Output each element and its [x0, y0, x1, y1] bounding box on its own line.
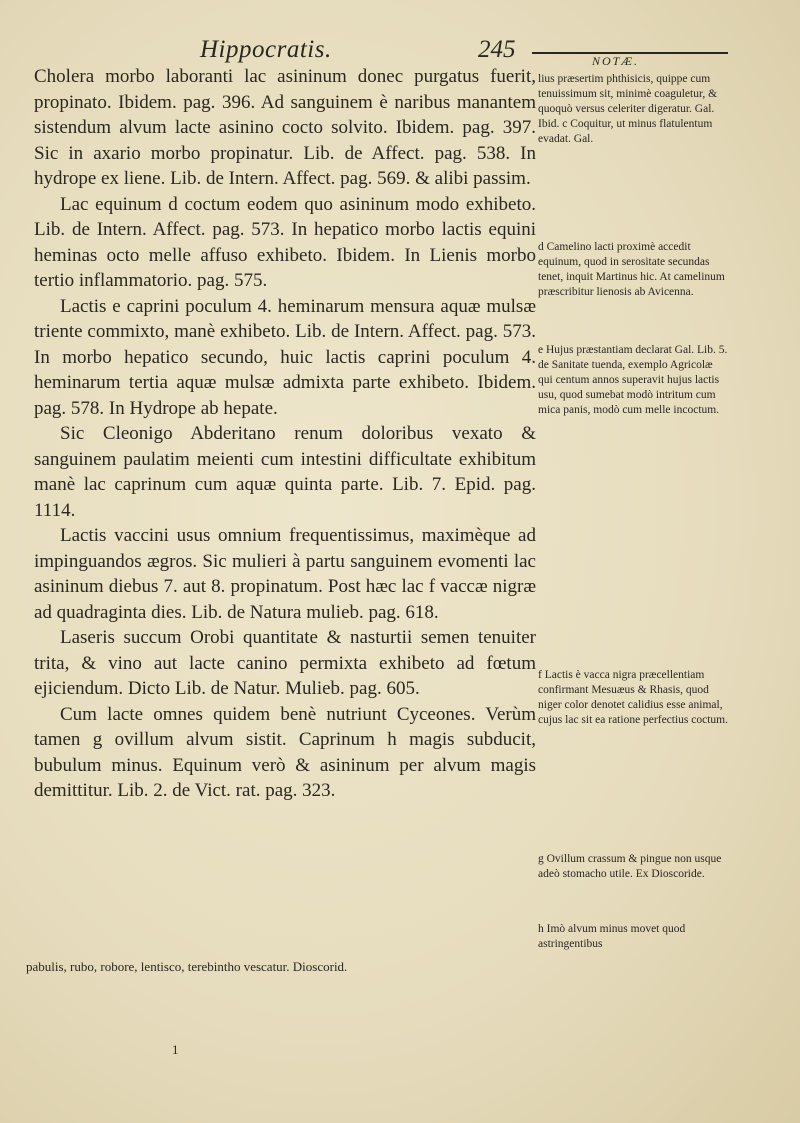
notes-heading: NOTÆ.	[592, 54, 640, 68]
footnote-line: pabulis, rubo, robore, lentisco, terebintho vescatur. Dioscorid.	[26, 959, 348, 974]
margin-note-h: h Imò alvum minus movet quod astringentibus	[538, 923, 686, 950]
margin-note-e: e Hujus præstantiam declarat Gal. Lib. 5. de Sanitate tuenda, exemplo Agricolæ qui centum annos superavit hujus lactis usu, quod sumebat modò intritum cum mica panis, modò cum melle incoctum.	[538, 344, 728, 416]
running-title: Hippocratis.	[200, 36, 332, 63]
paragraph-cleonigo: Sic Cleonigo Abderitano renum doloribus vexato & sanguinem paulatim meienti cum intestini difficultate exhibitum manè lac caprinum cum aquæ quinta parte. Lib. 7. Epid. pag. 1114.	[34, 423, 536, 521]
paragraph-laseris: Laseris succum Orobi quantitate & nasturtii semen tenuiter trita, & vino aut lacte canino permixta exhibeto ad fœtum ejiciendum. Dicto Lib. de Natur. Mulieb. pag. 605.	[34, 627, 536, 699]
folio-mark: 1	[172, 1042, 179, 1057]
main-text-column	[34, 64, 536, 804]
margin-note-c: lius præsertim phthisicis, quippe cum tenuissimum sit, minimè coaguletur, & quoquò versus celeriter digeratur. Gal. Ibid. c Coquitur, ut minus flatulentum evadat. Gal.	[538, 73, 718, 145]
page-number: 245	[478, 36, 516, 63]
paragraph-lac-equinum: Lac equinum d coctum eodem quo asininum modo exhibeto. Lib. de Intern. Affect. pag. 573. In hepatico morbo lactis equini heminas octo melle affuso exhibeto. Ibidem. In Lienis morbo tertio inflammatorio. pag. 575.	[34, 193, 536, 291]
paragraph-cyceones: Cum lacte omnes quidem benè nutriunt Cyceones. Verùm tamen g ovillum alvum sistit. Caprinum h magis subducit, bubulum minus. Equinum verò & asininum per alvum magis demittitur. Lib. 2. de Vict. rat. pag. 323.	[34, 703, 536, 801]
paragraph-cholera: Cholera morbo laboranti lac asininum donec purgatus fuerit, propinato. Ibidem. pag. 396. Ad sanguinem è naribus manantem sistendum alvum lacte asinino cocto solvito. Ibidem. pag. 397. Sic in axario morbo propinatur. Lib. de Affect. pag. 538. In hydrope ex liene. Lib. de Intern. Affect. pag. 569. & alibi passim.	[34, 66, 536, 189]
margin-note-d: d Camelino lacti proximè accedit equinum, quod in serositate secundas tenet, inquit Martinus hic. At camelinum præscribitur lienosis ab Avicenna.	[538, 241, 725, 298]
margin-note-f: f Lactis è vacca nigra præcellentiam confirmant Mesuæus & Rhasis, quod niger color denotet calidius esse animal, cujus lac sit ea ratione perfectius coctum.	[538, 669, 728, 726]
margin-note-g: g Ovillum crassum & pingue non usque adeò stomacho utile. Ex Dioscoride.	[538, 853, 722, 880]
paragraph-lactis-caprini: Lactis e caprini poculum 4. heminarum mensura aquæ mulsæ triente commixto, manè exhibeto. Lib. de Intern. Affect. pag. 573. In morbo hepatico secundo, huic lactis caprini poculum 4. heminarum tertia aquæ mulsæ admixta parte exhibeto. Ibidem. pag. 578. In Hydrope ab hepate.	[34, 295, 536, 419]
paragraph-lactis-vaccini: Lactis vaccini usus omnium frequentissimus, maximèque ad impinguandos ægros. Sic mulieri à partu sanguinem evomenti lac asininum diebus 7. aut 8. propinatum. Post hæc lac f vaccæ nigræ ad quadraginta dies. Lib. de Natura mulieb. pag. 618.	[34, 525, 536, 623]
